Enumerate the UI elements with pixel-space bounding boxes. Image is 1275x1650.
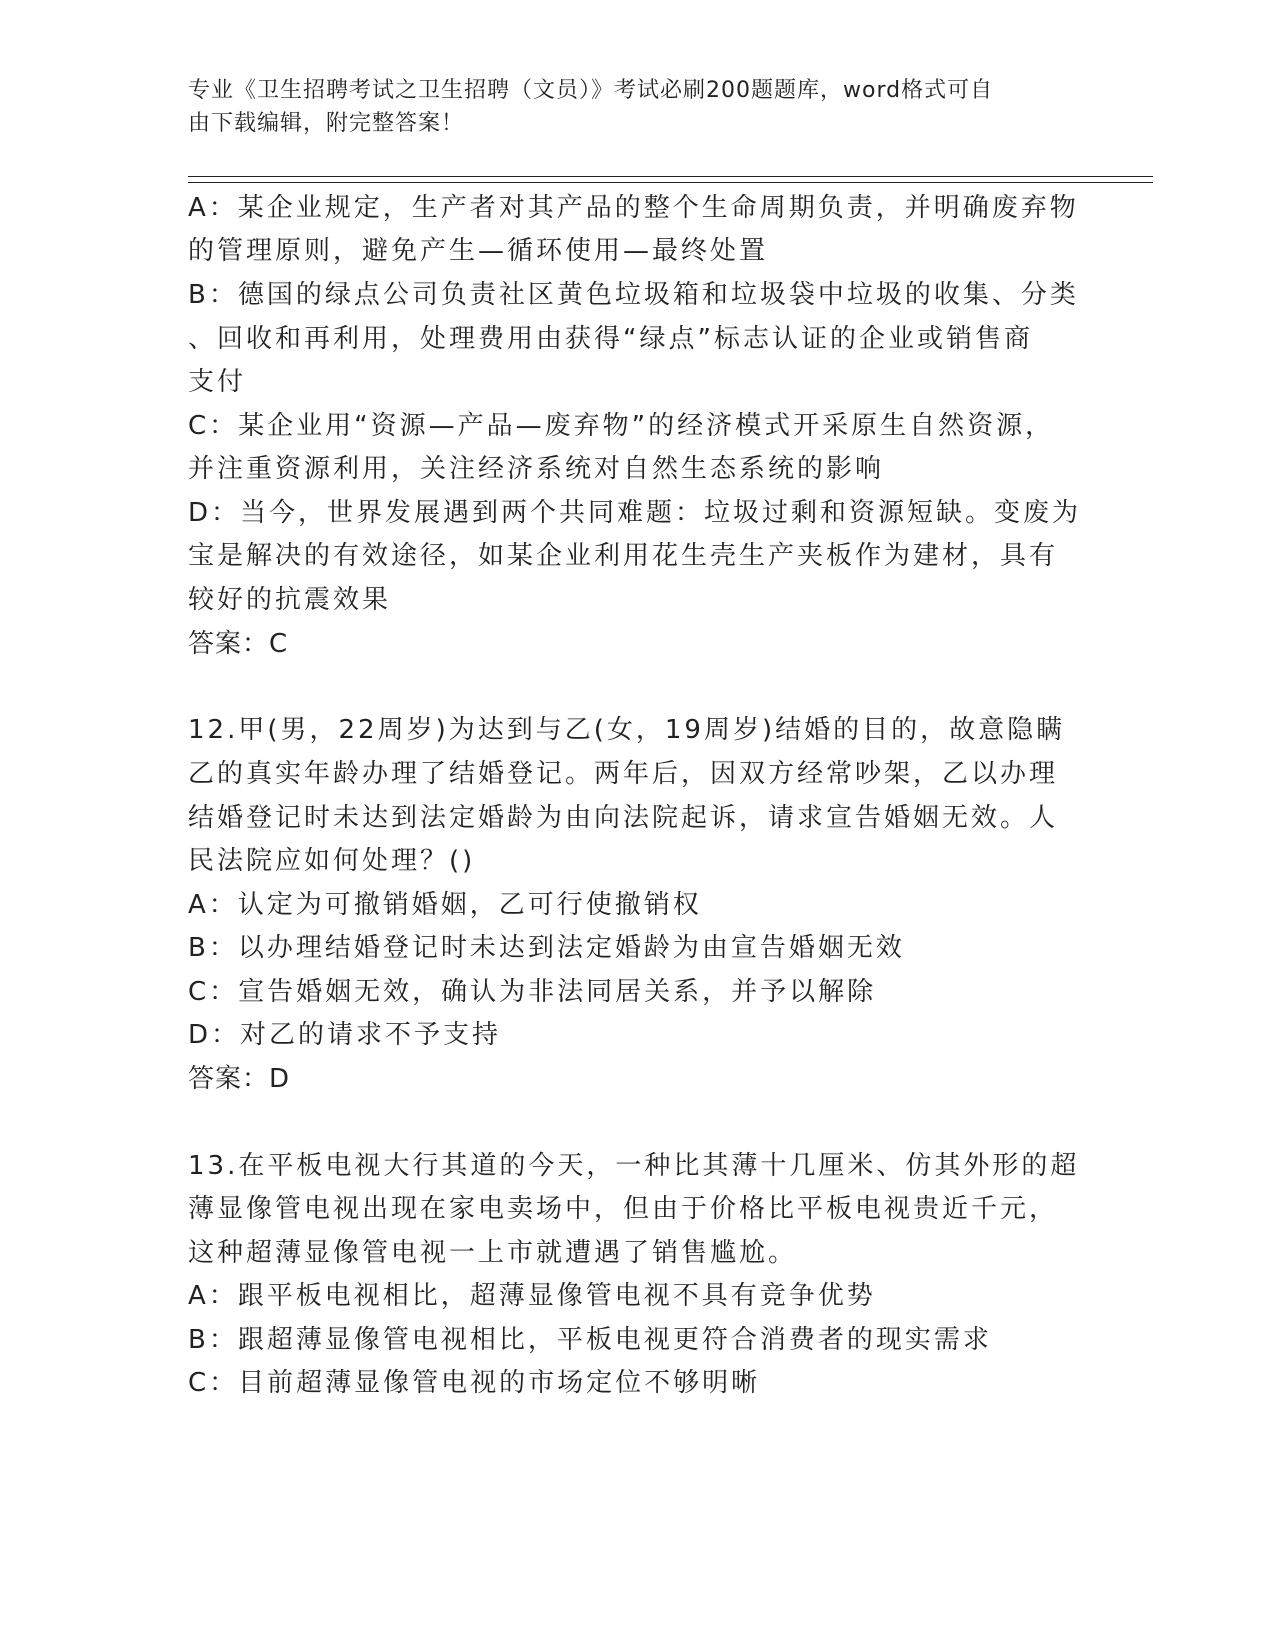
q12-option-a: A：认定为可撤销婚姻，乙可行使撤销权 <box>188 890 702 920</box>
q11-option-b-line-3: 支付 <box>188 367 247 397</box>
q11-option-c-line-2: 并注重资源利用，关注经济系统对自然生态系统的影响 <box>188 454 885 484</box>
q12-answer: 答案：D <box>188 1064 291 1094</box>
document-body <box>188 0 1088 1650</box>
q13-stem-line-2: 薄显像管电视出现在家电卖场中，但由于价格比平板电视贵近千元， <box>188 1194 1059 1224</box>
q12-stem-line-4: 民法院应如何处理？() <box>188 846 476 876</box>
q12-option-d: D：对乙的请求不予支持 <box>188 1020 502 1050</box>
q11-option-b-line-1: B：德国的绿点公司负责社区黄色垃圾箱和垃圾袋中垃圾的收集、分类 <box>188 280 1079 310</box>
q11-answer: 答案：C <box>188 629 289 659</box>
q12-option-c: C：宣告婚姻无效，确认为非法同居关系，并予以解除 <box>188 977 877 1007</box>
q11-option-d-line-3: 较好的抗震效果 <box>188 585 392 615</box>
q11-option-c-line-1: C：某企业用“资源—产品—废弃物”的经济模式开采原生自然资源， <box>188 411 1055 441</box>
q11-option-a-line-2: 的管理原则，避免产生—循环使用—最终处置 <box>188 236 769 266</box>
q13-stem-line-3: 这种超薄显像管电视一上市就遭遇了销售尴尬。 <box>188 1238 798 1268</box>
q12-option-b: B：以办理结婚登记时未达到法定婚龄为由宣告婚姻无效 <box>188 933 905 963</box>
q13-option-a: A：跟平板电视相比，超薄显像管电视不具有竞争优势 <box>188 1281 876 1311</box>
q13-option-b: B：跟超薄显像管电视相比，平板电视更符合消费者的现实需求 <box>188 1325 992 1355</box>
q11-option-d-line-1: D：当今，世界发展遇到两个共同难题：垃圾过剩和资源短缺。变废为 <box>188 498 1082 528</box>
q12-stem-line-1: 12.甲(男，22周岁)为达到与乙(女，19周岁)结婚的目的，故意隐瞒 <box>188 715 1066 745</box>
header-line-2: 由下载编辑，附完整答案！ <box>188 111 465 136</box>
q12-stem-line-3: 结婚登记时未达到法定婚龄为由向法院起诉，请求宣告婚姻无效。人 <box>188 803 1059 833</box>
q11-option-b-line-2: 、回收和再利用，处理费用由获得“绿点”标志认证的企业或销售商 <box>188 324 1033 354</box>
q13-option-c: C：目前超薄显像管电视的市场定位不够明晰 <box>188 1368 761 1398</box>
q11-option-d-line-2: 宝是解决的有效途径，如某企业利用花生壳生产夹板作为建材，具有 <box>188 541 1059 571</box>
q13-stem-line-1: 13.在平板电视大行其道的今天，一种比其薄十几厘米、仿其外形的超 <box>188 1151 1080 1181</box>
q12-stem-line-2: 乙的真实年龄办理了结婚登记。两年后，因双方经常吵架，乙以办理 <box>188 759 1059 789</box>
header-line-1: 专业《卫生招聘考试之卫生招聘（文员）》考试必刷200题题库，word格式可自 <box>188 78 994 103</box>
q11-option-a-line-1: A：某企业规定，生产者对其产品的整个生命周期负责，并明确废弃物 <box>188 193 1079 223</box>
